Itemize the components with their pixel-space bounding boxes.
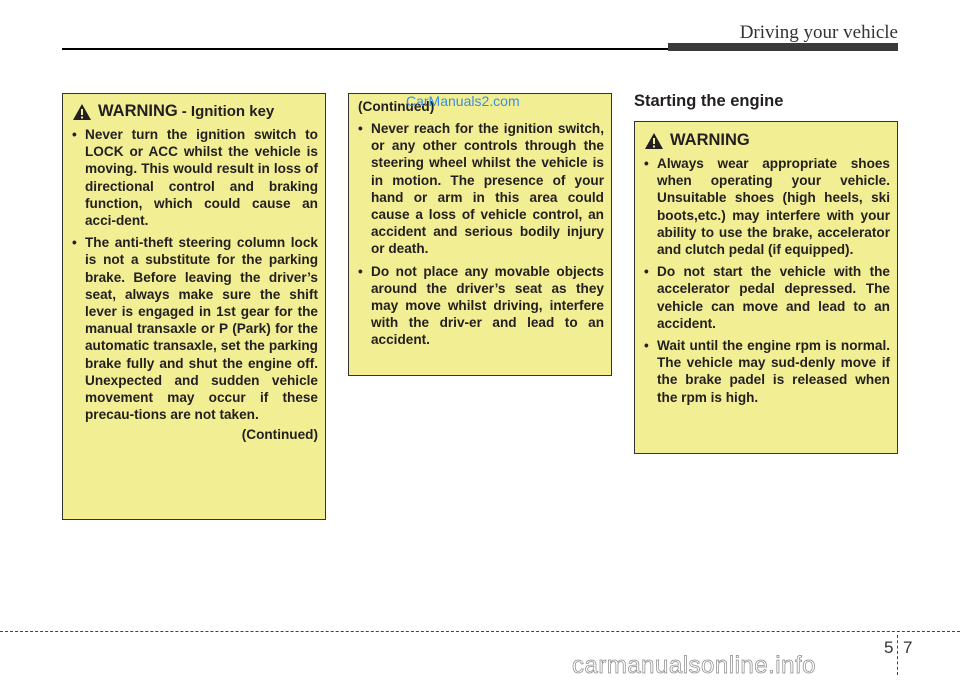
warning-box-continued: [348, 93, 612, 376]
continued-label: (Continued): [241, 427, 318, 443]
warning-list: [358, 120, 604, 349]
page-separator: [897, 635, 898, 675]
section-heading: Starting the engine: [634, 92, 784, 110]
warning-label: WARNING: [670, 131, 750, 149]
watermark: CarManuals2.com: [406, 93, 520, 109]
list-item: • Never reach for the ignition switch, or any other controls through the steering wheel whilst the vehicle is in motion. The presence of your hand or arm in this area could cause a loss of vehicle control, an accident and serious bodily injury or death.: [358, 120, 604, 258]
warning-triangle-icon: [644, 132, 664, 150]
page-number: 7: [903, 638, 913, 657]
header-bar: [668, 43, 898, 51]
list-item: • Wait until the engine rpm is normal. The vehicle may sud-denly move if the brake padel is released when the rpm is high.: [644, 337, 890, 406]
warning-heading: [72, 102, 318, 121]
chapter-number: 5: [884, 638, 894, 657]
warning-box-ignition-key: [62, 93, 326, 520]
list-item: • Always wear appropriate shoes when operating your vehicle. Unsuitable shoes (high heels, ski boots,etc.) may interfere with your ability to use the brake, accelerator and clutch pedal (if equipped).: [644, 155, 890, 258]
list-item: • Do not start the vehicle with the accelerator pedal depressed. The vehicle can move and lead to an accident.: [644, 263, 890, 332]
warning-triangle-icon: [72, 103, 92, 121]
list-item: • Never turn the ignition switch to LOCK or ACC whilst the vehicle is moving. This would result in loss of directional control and braking function, which could cause an acci-dent.: [72, 126, 318, 229]
continued-label: (Continued): [358, 99, 435, 114]
footer-site-watermark: carmanualsonline.info: [572, 652, 816, 679]
list-item: • Do not place any movable objects around the driver’s seat as they may move whilst driving, interfere with the driv-er and lead to an accident.: [358, 263, 604, 349]
warning-subheading: - Ignition key: [181, 103, 275, 120]
warning-list: [72, 126, 318, 423]
warning-label: WARNING: [98, 102, 178, 120]
list-item: • The anti-theft steering column lock is not a substitute for the parking brake. Before leaving the driver’s seat, always make sure the shift lever is engaged in 1st gear for the manual transaxle or P (Park) for the automatic transaxle, set the parking brake fully and shut the engine off. Unexpected and sudden vehicle movement may occur if these precau-tions are not taken.: [72, 234, 318, 423]
warning-list: [644, 155, 890, 406]
warning-box-starting: [634, 121, 898, 454]
warning-heading: [644, 131, 890, 150]
footer-rule: [0, 631, 960, 632]
header-title: Driving your vehicle: [739, 22, 898, 43]
